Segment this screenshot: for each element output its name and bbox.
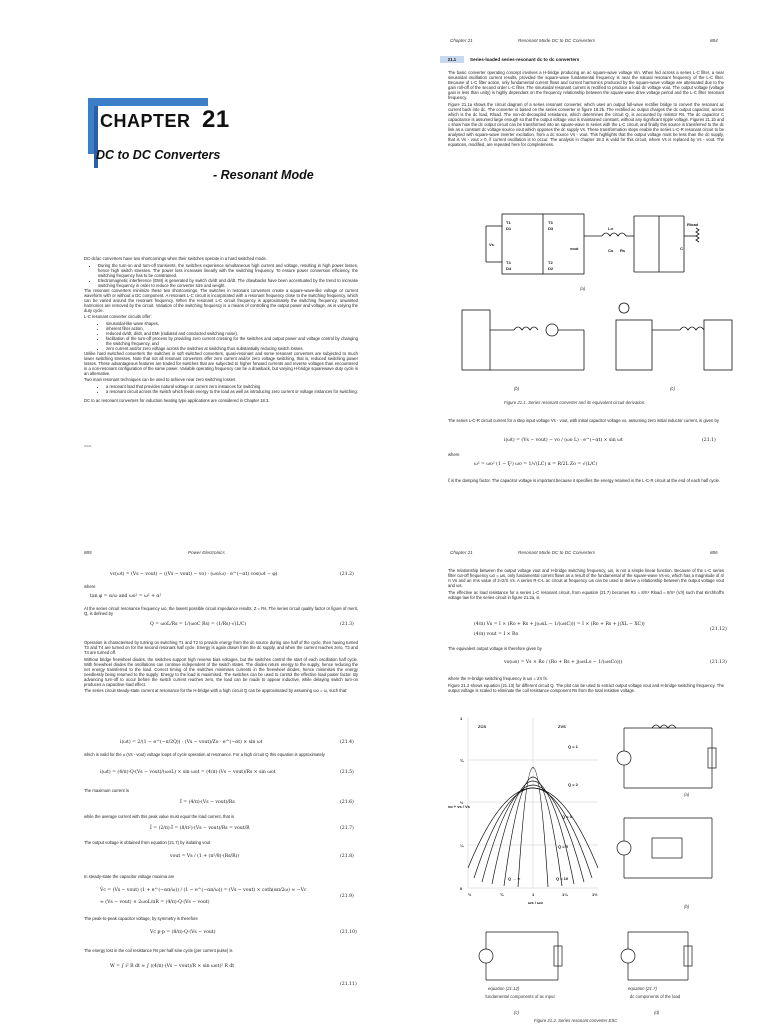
label-c: fundamental components of ac input [485, 994, 555, 999]
label-t2: T2 [548, 260, 553, 265]
paragraph: Unlike hard switched converters the switches in soft switched converters, quasi-resonant and some resonant converters are subjected to much lower switching stresses. Note that not all resonant converters offer zero current and/or zero voltage switching, that is, reduced switching power losses. These advantageous features are traded for switches that are subjected to higher forward currents and reverse voltages than encountered in a non-resonant configuration of the same power. Variable operating frequency can be a drawback, but varying H-bridge squarewave duty cycle is an alternative. [84, 350, 358, 376]
page-2 [384, 0, 768, 512]
eq-label-d: equation (21.7) [628, 986, 657, 991]
fig-label-a: (a) [580, 286, 586, 291]
y-tick: ¾ [460, 758, 464, 763]
list-item: • inherent filter action, [106, 326, 358, 331]
page4-body-1 [448, 568, 724, 601]
header-title: Power Electronics [188, 550, 225, 555]
equation-number: (21.2) [340, 572, 354, 577]
equation-number: (21.10) [340, 930, 357, 935]
fig-label-a: (a) [684, 792, 690, 797]
paragraph: Operation is characterised by turning on switching T1 and T2 to provide energy from the dc source during one half of the cycle, then having turned T3 and T4 are turned on for the second resonant half cycle. Energy is again drawn from the dc supply, and when the current reaches zero, T3 and T4 are turned off. [84, 640, 358, 655]
equation-definitions: ω² = ωo² (1 − ξ²) ωo = 1/√(LC) α = R/2L Zo = √(L/C) [474, 462, 598, 467]
paragraph: The peak-to-peak capacitor voltage, by symmetry is therefore [84, 916, 198, 921]
paragraph: In steady-state the capacitor voltage maxima are [84, 874, 175, 879]
section-title: Series-loaded series-resonant dc to dc converters [470, 57, 580, 62]
fig-label-b: (b) [514, 386, 520, 391]
paragraph: The relationship between the output voltage vout and H-bridge switching frequency, ωs, is not a simple linear function. Because of the L-C series filter cut-off frequency ωo = ωs, only fundamental current flows as a result of the fundamental of the square-wave Vs-vo, which has a magnitude of 4/π Vs and an rms value of 2√2/π Vs. A series R-C-L ac circuit at frequency ωs can be used to derive a relationship between the output voltage vout and ωs. [448, 568, 724, 588]
figure-21-1b-circuit [454, 300, 594, 380]
x-tick: ¾ [500, 892, 504, 897]
header-chapter: Chapter 21 [450, 550, 473, 555]
header-title: Resonant Mode DC to DC Converters [518, 550, 596, 555]
q-label: Q = 10 [556, 876, 569, 881]
label-t3: T3 [548, 220, 553, 225]
figure-21-2d-circuit [608, 926, 718, 986]
page2-body [448, 70, 724, 148]
where-label: where [448, 452, 460, 457]
equation-21-13: vo(ωs) = Vs × Ro / (Ro + Rs + j(ωsLo − 1/(ωsCo))) [504, 660, 623, 665]
label-d3: D3 [548, 226, 554, 231]
paragraph: The output voltage is obtained from equation (21.7) by isolating vout [84, 840, 211, 845]
fig-label-c: (c) [670, 386, 676, 391]
figure-21-2-plot [448, 708, 608, 908]
equation-number: (21.13) [710, 660, 727, 665]
zcs-label: ZCS [478, 724, 486, 729]
equation-21-9: V̂c = (Vs − vout) (1 + e^(−απ/ω)) / (1 − e^(−απ/ω)) = (Vs − vout) × coth(απ/2ω) ≈ −Vc [100, 888, 307, 893]
equation-21-12b: (4/π) vout = I × Ro [474, 632, 519, 637]
equation-21-4: i(ωt) = 2/(1 − e^(−π/2Q)) · (Vs − vout)/Zo · e^(−αt) × sin ωt [120, 740, 263, 745]
page4-body-2 [448, 676, 724, 694]
list-item: • a resonant circuit across the switch which feeds energy to the load as well as introducing zero current or voltage instances for switching. [106, 389, 358, 394]
page3-body-2 [84, 640, 358, 695]
q-label: Q = 3 [562, 814, 572, 819]
equation-number: (21.12) [710, 627, 727, 632]
list-item: • facilitation of the turn-off process by providing zero current crossing for the switches and output power and voltage control by changing the switching frequency, and [106, 336, 358, 346]
q-label: Q → ∞ [508, 876, 521, 881]
chapter-heading [100, 106, 230, 134]
paragraph: Figure 21.2 shows equation (21.13) for different circuit Q. The plot can be used to extract output voltage vout and H-bridge switching frequency. The output voltage is scaled to eliminate the coil resistance component Rs from the total resistive voltage. [448, 682, 724, 693]
x-tick: ½ [468, 892, 472, 897]
where-label: where [84, 584, 96, 589]
bullets-list-3 [84, 384, 358, 394]
section-number: 21.1 [440, 56, 464, 63]
equation-21-5: i(ωt) = (4/π)·Q·(Vs − vout)/(ωoL) × sin ωot = (4/π)·(Vs − vout)/Rs × sin ωot [100, 770, 276, 775]
list-item: • reduced dv/dt, di/dt, and EMI (radiated and conducted switching noise), [106, 331, 358, 336]
header-chapter: Chapter 21 [450, 38, 473, 43]
equation-number: (21.3) [340, 622, 354, 627]
paragraph: The basic converter operating concept involves a H-bridge producing an ac square-wave voltage Vin. When fed across a series L-C filter, a near sinusoidal oscillation current results, provided the square-wave fundamental frequency is near the natural resonant frequency of the L-C filter. Because of L-C filter action, only fundamental current flows and current harmonics produced by the square-wave voltage are attenuated due to the gain roll-off of the second order L-C filter. The sinusoidal resonant current is rectified to produce a load dc voltage vout. The output voltage (voltage gain is less than unity) is highly dependant on the frequency relationship between the square-wave drive voltage period and the L-C filter resonant frequency. [448, 70, 724, 100]
equation-21-7: Ī = (2/π)·Î = (8/π²)·(Vs − vout)/Rs = vout/R [150, 826, 250, 831]
header-title: Resonant Mode DC to DC Converters [518, 38, 596, 43]
figure-caption: Figure 21.1. Series resonant converter and its equivalent circuit derivation. [504, 400, 646, 405]
zvs-label: ZVS [558, 724, 566, 729]
label-lo: Lo [608, 226, 613, 231]
label-vs: Vs [489, 242, 494, 247]
label-t1: T1 [506, 220, 511, 225]
x-tick: 1 [532, 892, 535, 897]
y-tick: 0 [460, 886, 463, 891]
paragraph: The maximum current is [84, 788, 129, 793]
paragraph: Two main resonant techniques can be used to achieve near zero switching losses [84, 377, 236, 383]
paragraph: The equivalent output voltage is therefore given by [448, 646, 542, 651]
figure-21-2-circuits [612, 718, 732, 898]
equation-number: (21.6) [340, 800, 354, 805]
paragraph: The resonant converters minimize these two shortcomings. The switches in resonant converters create a square-wave-like voltage or current waveform with or without a DC component. A resonant L-C circuit is incorporated with a resonant frequency close to the switching frequency, which can be varied around the resonant frequency. When the resonant L-C circuit frequency is approximately the switching frequency, unwanted harmonics are removed by the circuit. Variation of the switching frequency is a means of controlling the output power and voltage, as is varying the duty cycle. [84, 287, 358, 313]
label-c: C [680, 246, 683, 251]
figure-21-2c-circuit [468, 926, 578, 986]
intro-paragraph: DC-dc/ac converters have two shortcomings when their switches operate in a hard switched mode. [84, 256, 267, 261]
page-4 [384, 512, 768, 1024]
label-co: Co [608, 248, 614, 253]
equation-number: (21.7) [340, 826, 354, 831]
label-rs: Rs [620, 248, 626, 253]
y-axis-label: vo + vs / Vs [448, 804, 470, 809]
page1-body [84, 256, 358, 450]
equation-21-6: Î = (4/π)·(Vs − vout)/Rs [180, 800, 235, 805]
paragraph: At the series circuit resonance frequency ωo, the lowest possible circuit impedance results, Z = Rs. The series circuit quality factor or figure of merit, Q, is defined by [84, 606, 358, 616]
list-item: • During the turn-on and turn-off transients, the switches experience simultaneous high current and voltage, resulting in high power losses, hence high switch stresses. The power loss increases linearly with the switching frequency. To ensure power conversion efficiency, the switching frequency has to be constrained. [98, 263, 358, 278]
paragraph: while the average current with this peak value must equal the load current, that is [84, 814, 235, 819]
bullets-list-2 [84, 321, 358, 351]
y-tick: 1 [460, 716, 463, 721]
equation-number: (21.11) [340, 982, 357, 987]
figure-21-1c-circuit [610, 300, 740, 380]
page-1 [0, 0, 384, 512]
paragraph: L-C resonant converter circuits offer: [84, 314, 152, 320]
chapter-title-line1: DC to DC Converters [96, 148, 221, 162]
q-label: Q = 2 [568, 782, 578, 787]
chapter-word: CHAPTER [100, 111, 191, 131]
x-tick: 1½ [592, 892, 598, 897]
figure-caption: Figure 21.2. Series resonant converter ESC [534, 1018, 618, 1023]
paragraph: Figure 21.1a shows the circuit diagram of a series resonant converter, which uses an output full-wave rectifier bridge to convert the resonant ac current back into dc. The converter is based on the series converter in figure 18.2b. The rectified ac output charges the dc output capacitor, across which is the dc load, Rload. The non-dc-decoupled resistance, which determines the circuit Q, is accounted by resistor Rs. The dc capacitor C capacitance is assumed large enough so that the output voltage vout is maintained constant, without any significant ripple voltage. Figures 21.1b and c show how the dc output circuit can be transformed into an square-wave in series with the L-C circuit, and finally this source is transferred to the dc link as a constant dc voltage source vout which opposes the dc supply Vs. These transformation steps enable the series L-C-R resonant circuit to be analysed with square-wave inverter excitation, from a dc source Vs - vout. This highlights that the output voltage must be less than the dc supply, that is Vs - vout ≥ 0, if current oscillation is to occur. The analysis in chapter 18.3 is valid for this circuit, where Vs is replaced by Vs - vout. The equations, modified, are repeated here for completeness. [448, 101, 724, 147]
equation-21-1: i(ωt) = (Vs − vout) − vo / (ωo L) · e^(−αt) × sin ωt [504, 438, 623, 443]
label-vout: vout [570, 246, 579, 251]
bullets-list-1 [84, 263, 358, 288]
paragraph: The effective ac load resistance for a series L-C resonant circuit, from equation (21.7) becomes Ro = 8/π² Rload = 8/π² (V/I) such that Kirchhoff's voltage law for the series circuit in figure 21.2a, is [448, 589, 724, 600]
page-footer-mark: === [84, 442, 92, 448]
equation-number: (21.4) [340, 740, 354, 745]
page-3 [0, 512, 384, 1024]
label-d: dc components of the load [629, 994, 681, 999]
header-page-number: 885 [84, 550, 92, 555]
fig-label-d: (d) [654, 1010, 660, 1015]
equation-21-10: Vc p-p = (8/π)·Q·(Vs − vout) [150, 930, 216, 935]
label-d1: D1 [506, 226, 512, 231]
chapter-number: 21 [202, 106, 230, 133]
equation-number: (21.1) [702, 438, 716, 443]
list-item: • Electromagnetic interference (EMI) is generated by switch dv/dt and di/dt. The drawbacks have been accentuated by the trend to increase switching frequency in order to reduce the converter size and weight. [98, 278, 358, 288]
equation-number: (21.8) [340, 854, 354, 859]
page3-body-1 [84, 606, 358, 618]
x-axis-label: ωs / ωo [528, 900, 543, 905]
header-page-number: 886 [710, 550, 718, 555]
list-item: • sinusoidal-like wave shapes, [106, 321, 358, 326]
equation-tan: tan φ = α/ω and ωo² = ω² + α² [90, 594, 162, 599]
y-tick: ¼ [460, 843, 464, 848]
equation-number: (21.5) [340, 770, 354, 775]
page2-body-2 [448, 418, 724, 425]
x-tick: 1¼ [562, 892, 568, 897]
equation-21-11: W = ∫ i² R dt ≈ ∫ ((4/π)·(Vs − vout)/R × sin ωot)² R dt [110, 964, 235, 969]
fig-label-b: (b) [684, 904, 690, 909]
paragraph: The series L-C-R circuit current for a step input voltage Vs - vout, with initial capacitor voltage vo, assuming zero initial inductor current, is given by [448, 418, 719, 423]
chapter-title-line2: - Resonant Mode [213, 168, 314, 182]
paragraph: ξ is the damping factor. The capacitor voltage is important because it specifies the energy retained in the L-C-R circuit at the end of each half cycle. [448, 478, 721, 483]
figure-21-1a-circuit [484, 206, 704, 286]
equation-21-12: (4/π) Vs = I × (Ro + Rs + j(ωsL − 1/(ωsC))) = I × (Ro + Rs + j(XL − XC)) [474, 622, 645, 627]
equation-number: (21.9) [340, 894, 354, 899]
header-page-number: 884 [710, 38, 718, 43]
label-rload: Rload [687, 222, 699, 227]
eq-label-c: equation (21.12) [488, 986, 520, 991]
paragraph: which is valid for the ± (Vs - vout) voltage loops of cycle operation at resonance. For a high circuit Q this equation is approximately [84, 752, 325, 757]
list-item: • zero current and/or zero voltage across the switches at switching thus substantially reducing switch losses. [106, 346, 358, 351]
paragraph: The energy lost in the coil resistance Rs per half sine cycle (per current pulse) is [84, 948, 233, 953]
paragraph: DC to ac resonant converters for induction heating type applications are considered in Chapter 18.3. [84, 397, 270, 403]
list-item: • a resonant load that provides natural voltage or current zero instances for switching [106, 384, 358, 389]
label-t4: T4 [506, 260, 511, 265]
paragraph: The series circuit steady-state current at resonance for the H-bridge with a high circuit Q can be approximated by assuming ωo = ω, such that: [84, 688, 348, 694]
label-d4: D4 [506, 266, 512, 271]
y-tick: ½ [460, 800, 464, 805]
equation-21-3: Q = ωoL/Rs = 1/(ωoC Rs) = (1/Rs)·√(L/C) [150, 622, 247, 627]
equation-21-8: vout = Vs / (1 + (π²/8)·(Rs/R)) [170, 854, 240, 859]
fig-label-c: (c) [514, 1010, 520, 1015]
equation-21-2: vc(ωt) = (Vs − vout) − ((Vs − vout) − vo) · (ωo/ω) · e^(−αt) cos(ωt − φ) [110, 572, 278, 577]
q-label: Q = 1 [568, 744, 578, 749]
label-d2: D2 [548, 266, 554, 271]
equation-21-9b: ≈ (Vs − vout) × 2ωoL/πR = (4/π)·Q·(Vs − vout) [100, 900, 210, 905]
paragraph: Without bridge freewheel diodes, the switches support high reverse bias voltages, but the switches control the start of each oscillation half cycle. With freewheel diodes the oscillations can continue independent of the switch states. The diodes return energy to the supply, hence reducing the net energy transferred to the load. Correct timing of the switches minimises currents in the freewheel diodes, hence minimises the energy needlessly being returned to the supply. Energy to the load is maximised. The switches can be used to control the effective load power factor. By advancing turn-off to occur before the switch current reaches zero, the load can be made to appear inductive, while delaying switch turn-on produces a capacitive load effect. [84, 656, 358, 687]
q-label: Q = 5 [558, 844, 568, 849]
paragraph: where the H-bridge switching frequency is ωs = 2π fs. [448, 676, 548, 681]
